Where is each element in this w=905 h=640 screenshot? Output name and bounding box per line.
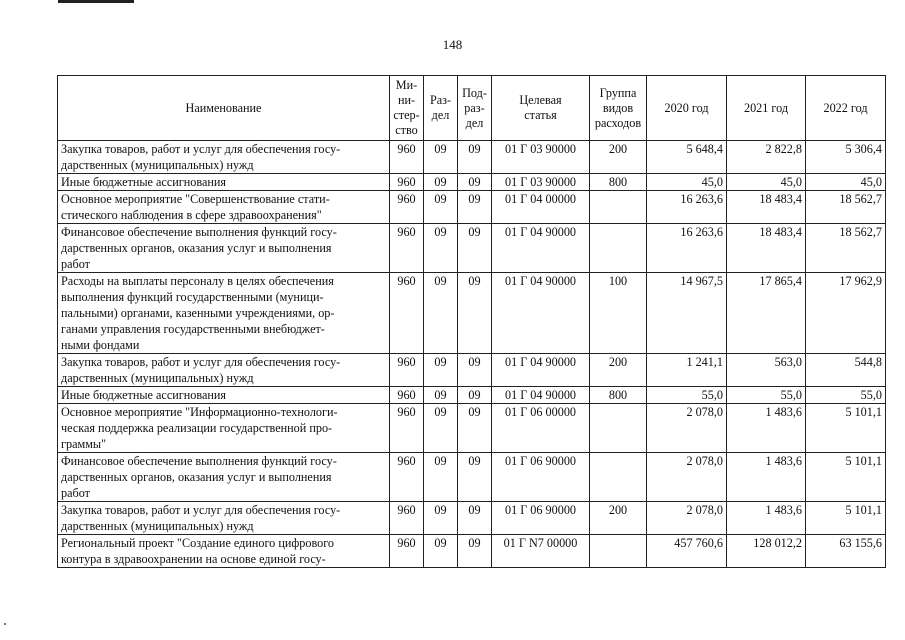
- cell-year-2020: 2 078,0: [647, 404, 727, 453]
- cell-section: 09: [424, 354, 458, 387]
- cell-subsection: 09: [458, 224, 492, 273]
- cell-name: Закупка товаров, работ и услуг для обеспечения госу- дарственных (муниципальных) нужд: [58, 141, 390, 174]
- cell-year-2020: 2 078,0: [647, 453, 727, 502]
- cell-subsection: 09: [458, 535, 492, 568]
- cell-group: 200: [590, 502, 647, 535]
- cell-section: 09: [424, 174, 458, 191]
- cell-section: 09: [424, 453, 458, 502]
- cell-ministryear-: 960: [390, 174, 424, 191]
- cell-target: 01 Г 03 90000: [492, 174, 590, 191]
- cell-group: 200: [590, 141, 647, 174]
- table-row: [58, 453, 886, 502]
- cell-section: 09: [424, 191, 458, 224]
- table-row: [58, 141, 886, 174]
- cell-group: [590, 453, 647, 502]
- cell-year-2021: 55,0: [727, 387, 806, 404]
- cell-year-2021: 2 822,8: [727, 141, 806, 174]
- cell-name: Основное мероприятие "Совершенствование стати- стического наблюдения в сфере здравоохранения": [58, 191, 390, 224]
- cell-year-2021: 18 483,4: [727, 191, 806, 224]
- header-group: Группа видов расходов: [590, 76, 647, 141]
- header-target: Целевая статья: [492, 76, 590, 141]
- cell-year-2021: 1 483,6: [727, 453, 806, 502]
- cell-ministryear-: 960: [390, 273, 424, 354]
- cell-subsection: 09: [458, 404, 492, 453]
- cell-group: [590, 191, 647, 224]
- cell-name: Закупка товаров, работ и услуг для обеспечения госу- дарственных (муниципальных) нужд: [58, 502, 390, 535]
- cell-subsection: 09: [458, 273, 492, 354]
- cell-year-2022: 18 562,7: [806, 224, 886, 273]
- cell-name: Закупка товаров, работ и услуг для обеспечения госу- дарственных (муниципальных) нужд: [58, 354, 390, 387]
- cell-target: 01 Г 04 90000: [492, 354, 590, 387]
- cell-subsection: 09: [458, 453, 492, 502]
- cell-section: 09: [424, 387, 458, 404]
- margin-dot: [4, 623, 6, 625]
- cell-name: Региональный проект "Создание единого цифрового контура в здравоохранении на основе единой госу-: [58, 535, 390, 568]
- cell-name: Финансовое обеспечение выполнения функций госу- дарственных органов, оказания услуг и выполнения работ: [58, 224, 390, 273]
- header-subsection: Под- раз- дел: [458, 76, 492, 141]
- cell-section: 09: [424, 141, 458, 174]
- cell-subsection: 09: [458, 191, 492, 224]
- cell-ministryear-: 960: [390, 502, 424, 535]
- cell-name: Иные бюджетные ассигнования: [58, 174, 390, 191]
- table-row: [58, 535, 886, 568]
- cell-name: Основное мероприятие "Информационно-технологи- ческая поддержка реализации государственной про- граммы": [58, 404, 390, 453]
- cell-subsection: 09: [458, 354, 492, 387]
- cell-target: 01 Г N7 00000: [492, 535, 590, 568]
- cell-year-2022: 5 306,4: [806, 141, 886, 174]
- table-row: [58, 502, 886, 535]
- cell-section: 09: [424, 502, 458, 535]
- table-body: [58, 141, 886, 568]
- cell-group: 800: [590, 174, 647, 191]
- cell-year-2022: 45,0: [806, 174, 886, 191]
- cell-year-2021: 1 483,6: [727, 502, 806, 535]
- cell-year-2020: 16 263,6: [647, 191, 727, 224]
- cell-year-2020: 45,0: [647, 174, 727, 191]
- cell-year-2022: 63 155,6: [806, 535, 886, 568]
- cell-ministryear-: 960: [390, 453, 424, 502]
- cell-ministryear-: 960: [390, 141, 424, 174]
- cell-name: Финансовое обеспечение выполнения функций госу- дарственных органов, оказания услуг и выполнения работ: [58, 453, 390, 502]
- cell-target: 01 Г 06 90000: [492, 502, 590, 535]
- cell-year-2021: 18 483,4: [727, 224, 806, 273]
- cell-year-2022: 5 101,1: [806, 453, 886, 502]
- cell-ministryear-: 960: [390, 191, 424, 224]
- table-row: [58, 273, 886, 354]
- cell-year-2020: 16 263,6: [647, 224, 727, 273]
- header-row: [58, 76, 886, 141]
- cell-year-2022: 5 101,1: [806, 404, 886, 453]
- cell-year-2020: 457 760,6: [647, 535, 727, 568]
- cell-ministryear-: 960: [390, 387, 424, 404]
- header-section: Раз- дел: [424, 76, 458, 141]
- header-2020: 2020 год: [647, 76, 727, 141]
- cell-target: 01 Г 06 00000: [492, 404, 590, 453]
- header-name: Наименование: [58, 76, 390, 141]
- page-number: 148: [442, 37, 463, 52]
- cell-year-2022: 18 562,7: [806, 191, 886, 224]
- top-edge-mark: [58, 0, 134, 3]
- cell-section: 09: [424, 273, 458, 354]
- cell-year-2020: 1 241,1: [647, 354, 727, 387]
- cell-year-2022: 55,0: [806, 387, 886, 404]
- cell-year-2020: 55,0: [647, 387, 727, 404]
- cell-year-2022: 17 962,9: [806, 273, 886, 354]
- table-row: [58, 404, 886, 453]
- cell-target: 01 Г 06 90000: [492, 453, 590, 502]
- cell-year-2020: 5 648,4: [647, 141, 727, 174]
- cell-name: Расходы на выплаты персоналу в целях обеспечения выполнения функций государственными (муници- пальными) органами, казенными учреждениями, ор- ганами управления государственными внебюджет- ными фондами: [58, 273, 390, 354]
- header-ministry: Ми- ни- стер- ство: [390, 76, 424, 141]
- cell-target: 01 Г 03 90000: [492, 141, 590, 174]
- cell-group: [590, 404, 647, 453]
- cell-ministryear-: 960: [390, 224, 424, 273]
- cell-group: 100: [590, 273, 647, 354]
- table-row: [58, 191, 886, 224]
- cell-section: 09: [424, 224, 458, 273]
- cell-subsection: 09: [458, 387, 492, 404]
- cell-section: 09: [424, 404, 458, 453]
- cell-target: 01 Г 04 90000: [492, 273, 590, 354]
- cell-year-2022: 544,8: [806, 354, 886, 387]
- cell-name: Иные бюджетные ассигнования: [58, 387, 390, 404]
- budget-table: [57, 75, 886, 568]
- cell-target: 01 Г 04 90000: [492, 224, 590, 273]
- header-2022: 2022 год: [806, 76, 886, 141]
- cell-target: 01 Г 04 00000: [492, 191, 590, 224]
- cell-year-2020: 2 078,0: [647, 502, 727, 535]
- table-row: [58, 174, 886, 191]
- cell-year-2020: 14 967,5: [647, 273, 727, 354]
- header-2021: 2021 год: [727, 76, 806, 141]
- cell-ministryear-: 960: [390, 354, 424, 387]
- table-row: [58, 354, 886, 387]
- cell-ministryear-: 960: [390, 404, 424, 453]
- table-row: [58, 224, 886, 273]
- cell-subsection: 09: [458, 174, 492, 191]
- cell-year-2021: 1 483,6: [727, 404, 806, 453]
- cell-group: 800: [590, 387, 647, 404]
- cell-target: 01 Г 04 90000: [492, 387, 590, 404]
- cell-year-2021: 563,0: [727, 354, 806, 387]
- table-row: [58, 387, 886, 404]
- cell-subsection: 09: [458, 502, 492, 535]
- cell-year-2021: 45,0: [727, 174, 806, 191]
- cell-subsection: 09: [458, 141, 492, 174]
- cell-group: [590, 224, 647, 273]
- cell-section: 09: [424, 535, 458, 568]
- cell-year-2022: 5 101,1: [806, 502, 886, 535]
- cell-group: 200: [590, 354, 647, 387]
- cell-group: [590, 535, 647, 568]
- cell-year-2021: 17 865,4: [727, 273, 806, 354]
- cell-ministryear-: 960: [390, 535, 424, 568]
- cell-year-2021: 128 012,2: [727, 535, 806, 568]
